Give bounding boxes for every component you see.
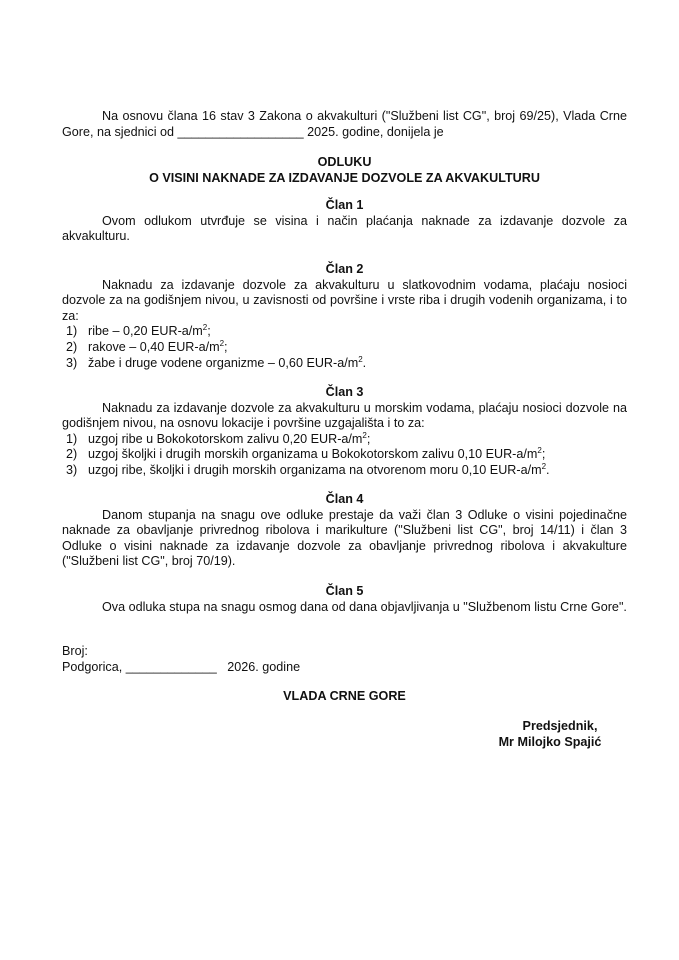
article-1 <box>62 198 627 245</box>
article-text: Naknadu za izdavanje dozvole za akvakulturu u morskim vodama, plaćaju nosioci dozvole na godišnjem nivou, na osnovu lokacije i površine uzgajališta i to za: <box>62 400 627 431</box>
list-item: 1) uzgoj ribe u Bokokotorskom zalivu 0,20 EUR-$a/m^2$; <box>66 430 371 446</box>
date-blank: __________________ <box>177 124 304 139</box>
article-4 <box>62 492 627 570</box>
document-number: Broj: Podgorica, _____________ 2026. godine <box>62 644 627 675</box>
article-heading: Član 5 <box>325 584 364 598</box>
place-date: Podgorica, _____________ 2026. godine <box>62 659 301 674</box>
signatory-name: Mr Milojko Spajić <box>498 734 602 749</box>
article-heading: Član 1 <box>325 198 364 212</box>
article-heading: Član 3 <box>325 385 364 399</box>
list-item: 1) ribe – 0,20 EUR-$a/m^2$; <box>66 323 211 339</box>
article-text: Naknadu za izdavanje dozvole za akvakulturu u slatkovodnim vodama, plaćaju nosioci dozvole za na godišnjem nivou, u zavisnosti od površine i vrste riba i drugih vodenih organizama, i to za: <box>62 277 627 323</box>
signatory-title: Predsjednik, <box>522 719 598 733</box>
article-3 <box>62 385 627 479</box>
fee-list <box>62 432 627 479</box>
signature-block <box>470 719 630 750</box>
article-5 <box>62 584 627 615</box>
article-text: Danom stupanja na snagu ove odluke prestaje da važi član 3 Odluke o visini pojedinačne naknade za obavljanje privrednog ribolova i marikulture ("Službeni list CG", broj 14/11) i član 3 Odluke o visini naknade za izdavanje dozvole za obavljanje privrednog ribolova i akvakulture ("Službeni list CG", broj 70/19). <box>62 507 627 569</box>
list-item: 3) uzgoj ribe, školjki i drugih morskih organizama na otvorenom moru 0,10 EUR-$a/m^2$. <box>66 461 550 477</box>
document-title: ODLUKU O VISINI NAKNADE ZA IZDAVANJE DOZVOLE ZA AKVAKULTURU <box>149 155 540 185</box>
issuer: VLADA CRNE GORE <box>283 689 406 703</box>
list-item: 3) žabe i druge vodene organizme – 0,60 EUR-$a/m^2$. <box>66 354 367 370</box>
list-item: 2) rakove – 0,40 EUR-$a/m^2$; <box>66 338 228 354</box>
article-heading: Član 4 <box>325 492 364 506</box>
article-2 <box>62 262 627 371</box>
article-text: Ovom odlukom utvrđuje se visina i način plaćanja naknade za izdavanje dozvole za akvakulturu. <box>62 213 627 244</box>
fee-list <box>62 324 627 371</box>
preamble: Na osnovu člana 16 stav 3 Zakona o akvakulturi ("Službeni list CG", broj 69/25), Vlada Crne Gore, na sjednici od __________________ 2025. godine, donijela je <box>62 109 627 139</box>
list-item: 2) uzgoj školjki i drugih morskih organizama u Bokokotorskom zalivu 0,10 EUR-$a/m^2$; <box>66 446 546 462</box>
article-text: Ova odluka stupa na snagu osmog dana od dana objavljivanja u "Službenom listu Crne Gore". <box>102 599 627 614</box>
article-heading: Član 2 <box>325 262 364 276</box>
